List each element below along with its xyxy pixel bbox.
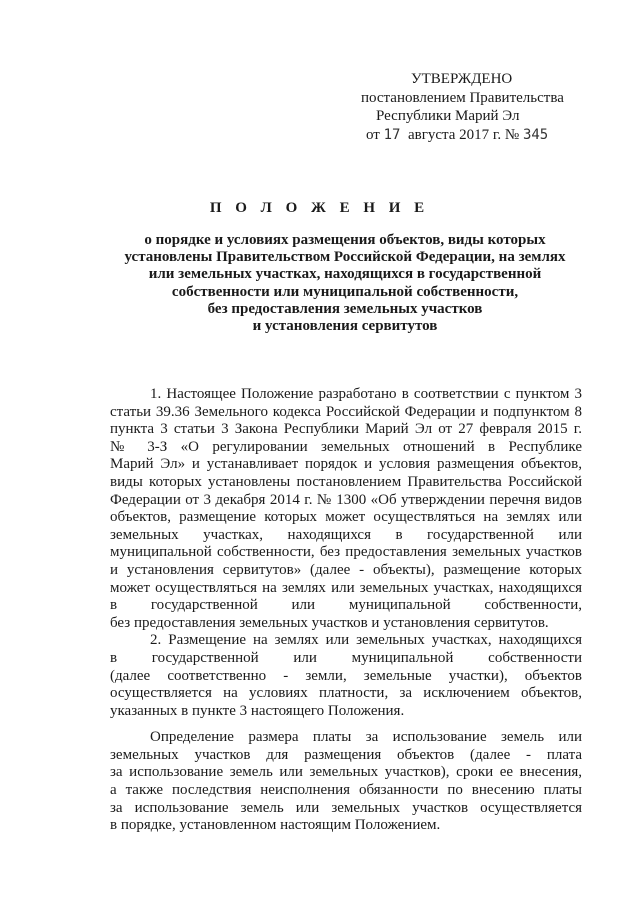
- paragraph-2: [110, 632, 582, 720]
- text-line: в порядке, установленном настоящим Положением.: [110, 817, 441, 834]
- text-line: земельных участках, находящихся в государственной или: [110, 526, 582, 543]
- approval-title: УТВЕРЖДЕНО: [411, 71, 513, 87]
- text-line: за использование земель или земельных участков осуществляется: [110, 799, 582, 816]
- text-line: в государственной или муниципальной собственности,: [110, 597, 582, 614]
- text-line: муниципальной собственности, без предоставления земельных участков: [110, 544, 582, 561]
- subtitle-line: собственности или муниципальной собственности,: [171, 283, 519, 300]
- text-line: указанных в пункте 3 настоящего Положения.: [110, 702, 405, 719]
- text-line: 2. Размещение на землях или земельных участках, находящихся: [150, 632, 582, 649]
- approval-line-date: [355, 126, 585, 145]
- text-line: виды которых установлены постановлением Правительства Российской: [110, 473, 582, 490]
- document-title: П О Л О Ж Е Н И Е: [209, 200, 430, 216]
- approval-date-prefix: от: [366, 126, 380, 143]
- approval-line-republic: Республики Марий Эл: [376, 108, 520, 124]
- subtitle-line: или земельных участках, находящихся в государственной: [148, 266, 542, 283]
- text-line: статьи 39.36 Земельного кодекса Российской Федерации и подпунктом 8: [110, 403, 582, 420]
- paragraph-1: [110, 386, 582, 632]
- document-subtitle: [110, 232, 580, 335]
- text-line: в государственной или муниципальной собственности: [110, 649, 582, 666]
- approval-date-day: 17: [383, 126, 401, 143]
- text-line: Марий Эл» и устанавливает порядок и условия размещения объектов,: [110, 456, 582, 473]
- document-body: [110, 386, 582, 835]
- text-line: а также последствия неисполнения обязанности по внесению платы: [110, 782, 582, 799]
- subtitle-line: без предоставления земельных участков: [207, 300, 483, 317]
- approval-stamp: [355, 70, 585, 144]
- text-line: и установления сервитутов» (далее - объекты), размещение которых: [110, 561, 582, 578]
- text-line: объектов, размещение которых может осуществляться на землях или: [110, 509, 582, 526]
- text-line: № 3-З «О регулировании земельных отношений в Республике: [110, 438, 582, 455]
- text-line: Федерации от 3 декабря 2014 г. № 1300 «Об утверждении перечня видов: [110, 491, 582, 508]
- subtitle-line: и установления сервитутов: [252, 318, 438, 335]
- approval-line-decree: постановлением Правительства: [361, 89, 564, 106]
- text-line: пункта 3 статьи 3 Закона Республики Марий Эл от 27 февраля 2015 г.: [110, 421, 582, 438]
- text-line: земельных участков для размещения объектов (далее - плата: [110, 746, 582, 763]
- text-line: Определение размера платы за использование земель или: [150, 729, 582, 746]
- text-line: 1. Настоящее Положение разработано в соответствии с пунктом 3: [150, 386, 582, 402]
- approval-number: 345: [522, 126, 549, 143]
- approval-date-rest: августа 2017 г. №: [407, 126, 520, 143]
- paragraph-3: [110, 729, 582, 835]
- text-line: (далее соответственно - земли, земельные участки), объектов: [110, 667, 582, 684]
- text-line: без предоставления земельных участков и установления сервитутов.: [110, 614, 549, 631]
- text-line: за использование земель или земельных участков), сроки ее внесения,: [110, 764, 582, 781]
- paragraph-spacer: [110, 720, 582, 729]
- text-line: осуществляется на условиях платности, за исключением объектов,: [110, 685, 582, 702]
- text-line: может осуществляться на землях или земельных участках, находящихся: [110, 579, 582, 596]
- subtitle-line: установлены Правительством Российской Федерации, на землях: [124, 249, 566, 266]
- subtitle-line: о порядке и условиях размещения объектов, виды которых: [144, 232, 546, 248]
